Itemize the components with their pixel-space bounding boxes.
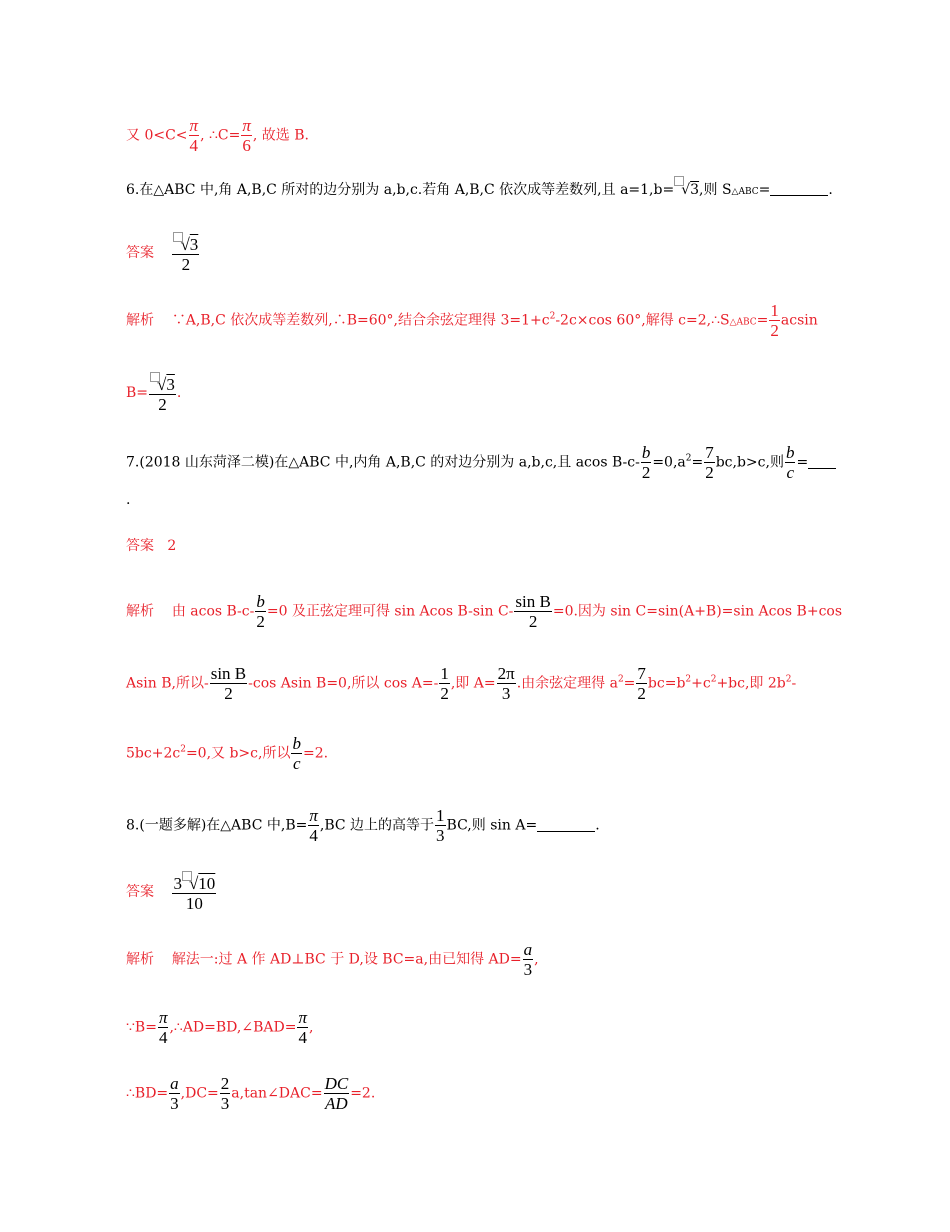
text: = xyxy=(758,182,771,198)
q8-answer xyxy=(126,871,217,913)
fraction-1-over-3: $\frac{1}{3}$ xyxy=(436,806,445,845)
fraction-a-over-3: $\frac{a}{3}$ xyxy=(170,1074,179,1113)
question-7-stem: 7.(2018 山东菏泽二模)在△ABC 中,内角 A,B,C 的对边分别为 a,b,c,且 acos B-c- xyxy=(126,454,640,471)
fraction-b-over-c: $\frac{b}{c}$ xyxy=(292,734,301,773)
fraction-pi-over-4: $\frac{\pi}{4}$ xyxy=(189,116,199,155)
fraction-pi-over-4: $\frac{\pi}{4}$ xyxy=(158,1008,168,1047)
text: ∵A,B,C 依次成等差数列,∴B=60°,结合余弦定理得 3=1+c xyxy=(171,312,550,329)
q7-analysis-line3: $5bc+2c^2=0$,又 b>c,所以 $\frac{b}{c}$ =2. xyxy=(126,734,329,773)
text: . xyxy=(828,182,833,198)
text: , ∴C= xyxy=(200,127,241,144)
answer-label: 答案 xyxy=(126,245,154,261)
q7-analysis-line1: 解析 由 acos B-c- $\frac{b}{2}$ =0 及正弦定理可得 sin Acos B-sin C- $\frac{\text{sin B}}{2}$ =0.因为 sin C=sin(A+B)=sin Acos B+cos xyxy=(126,592,843,631)
fraction-2pi-over-3: $\frac{2\pi}{3}$ xyxy=(497,664,515,703)
fraction-sinB-over-2: $\frac{\text{sin B}}{2}$ xyxy=(515,592,551,631)
fraction-pi-over-4: $\frac{\pi}{4}$ xyxy=(298,1008,307,1047)
q8-analysis-line2: ∵B= $\frac{\pi}{4}$ ,∴AD=BD,∠BAD= $\frac{\pi}{4}$ , xyxy=(126,1008,314,1047)
answer-blank xyxy=(808,455,836,469)
q7-analysis-line2: Asin B,所以- $\frac{\text{sin B}}{2}$ -cos Asin B=0,所以 cos A=- $\frac{1}{2}$ ,即 A= $\frac{2\pi}{3}$ .由余弦定理得 $a^2=$ $\frac{7}{2}$ $bc=b^2+c^2+bc$,即 $2b^2-$ xyxy=(126,664,797,703)
answer-label: 答案 xyxy=(126,538,154,554)
question-7-continuation: . xyxy=(126,492,131,508)
fraction-b-over-2: $\frac{b}{2}$ xyxy=(256,592,265,631)
text: , 故选 B. xyxy=(252,127,309,144)
answer-fraction: $\frac{√3}{2}$ xyxy=(172,232,199,274)
q8-analysis-line3: ∴BD= $\frac{a}{3}$ ,DC= $\frac{2}{3}$ a,tan∠DAC= $\frac{DC}{AD}$ =2. xyxy=(126,1074,376,1113)
text: acsin xyxy=(780,312,818,329)
q6-analysis-line1: 解析 ∵A,B,C 依次成等差数列,∴B=60°,结合余弦定理得 $3=1+c^2-2c\times\cos$ 60°,解得 c=2,∴S△ABC= $\frac{1}{2}$ acsin xyxy=(126,301,818,340)
fraction-pi-over-4: $\frac{\pi}{4}$ xyxy=(309,806,318,845)
analysis-label: 解析 xyxy=(126,312,154,329)
answer-label: 答案 xyxy=(126,884,154,900)
fraction-7-over-2: $\frac{7}{2}$ xyxy=(637,664,646,703)
prev-answer-line xyxy=(126,116,309,155)
question-6: 6.在△ABC 中,角 A,B,C 所对的边分别为 a,b,c.若角 A,B,C 依次成等差数列,且 a=1,b= √3,则 S△ABC= . xyxy=(126,176,833,202)
fraction-pi-over-6: $\frac{\pi}{6}$ xyxy=(242,116,251,155)
answer-value: 2 xyxy=(167,538,177,554)
q8-analysis-line1: 解析 解法一:过 A 作 AD⊥BC 于 D,设 BC=a,由已知得 AD= $\frac{a}{3}$ , xyxy=(126,940,539,979)
question-8-stem: 8.(一题多解)在△ABC 中,B= xyxy=(126,817,308,834)
answer-blank xyxy=(770,182,828,196)
text: B= xyxy=(126,385,149,401)
fraction-b-over-c: $\frac{b}{c}$ xyxy=(785,443,795,482)
question-8: 8.(一题多解)在△ABC 中,B= $\frac{\pi}{4}$ ,BC 边上的高等于 $\frac{1}{3}$ BC,则 sin A= . xyxy=(126,806,600,845)
fraction-7-over-2: $\frac{7}{2}$ xyxy=(705,443,714,482)
text: ,则 S xyxy=(699,182,732,198)
analysis-label: 解析 xyxy=(126,603,154,620)
q6-analysis-line2: B= $\frac{√3}{2}$ . xyxy=(126,372,181,414)
fraction-half: $\frac{1}{2}$ xyxy=(770,301,779,340)
fraction-root3-over-2: $\frac{√3}{2}$ xyxy=(149,372,176,414)
fraction-DC-over-AD: $\frac{DC}{AD}$ xyxy=(324,1074,349,1113)
q6-answer xyxy=(126,232,200,274)
answer-fraction: $\frac{3 √10}{10}$ xyxy=(172,871,216,913)
fraction-a-over-3: $\frac{a}{3}$ xyxy=(523,940,533,979)
question-7: 7.(2018 山东菏泽二模)在△ABC 中,内角 A,B,C 的对边分别为 a,b,c,且 acos B-c- $\frac{b}{2}$ $=0,a^2=$ $\frac{7}{2}$ bc,b>c,则 $\frac{b}{c}$ = xyxy=(126,443,836,482)
text: -2c×cos 60°,解得 c=2,∴S xyxy=(555,312,730,329)
subscript: △ABC xyxy=(731,187,759,197)
q7-answer xyxy=(126,536,176,556)
fraction-half: $\frac{1}{2}$ xyxy=(440,664,449,703)
fraction-b-over-2: $\frac{b}{2}$ xyxy=(641,443,651,482)
radicand: 3 xyxy=(690,182,700,198)
placeholder-box-icon xyxy=(674,176,684,186)
text: 又 0<C< xyxy=(126,127,188,144)
question-6-stem: 6.在△ABC 中,角 A,B,C 所对的边分别为 a,b,c.若角 A,B,C 依次成等差数列,且 a=1,b= xyxy=(126,182,675,198)
fraction-sinB-over-2: $\frac{\text{sin B}}{2}$ xyxy=(210,664,247,703)
analysis-label: 解析 xyxy=(126,951,154,968)
fraction-2-over-3: $\frac{2}{3}$ xyxy=(220,1074,230,1113)
answer-blank xyxy=(537,818,595,832)
